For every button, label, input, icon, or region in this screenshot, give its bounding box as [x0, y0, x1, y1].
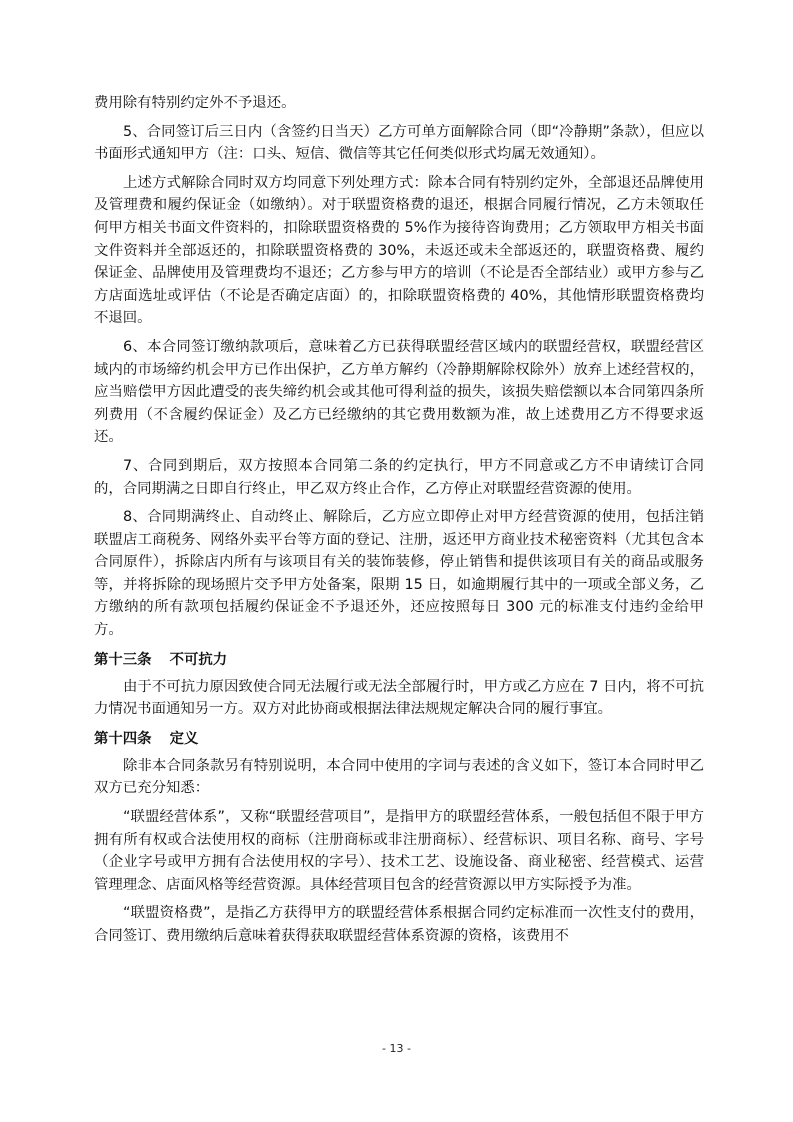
paragraph-1: 费用除有特别约定外不予退还。 [94, 95, 296, 111]
paragraph-7: 由于不可抗力原因致使合同无法履行或无法全部履行时，甲方或乙方应在 7 日内，将不可抗力情况书面通知另一方。双方对此协商或根据法律法规规定解决合同的履行事宜。 [94, 678, 704, 718]
paragraph-4: 6、本合同签订缴纳款项后，意味着乙方已获得联盟经营区域内的联盟经营权，联盟经营区域内的市场缔约机会甲方已作出保护，乙方单方解约（冷静期解除权除外）放弃上述经营权的，应当赔偿甲方因此遭受的丧失缔约机会或其他可得利益的损失，该损失赔偿额以本合同第四条所列费用（不含履约保证金）及乙方已经缴纳的其它费用数额为准，故上述费用乙方不得要求返还。 [94, 338, 704, 446]
section-number: 第十三条 [94, 651, 152, 668]
document-body [94, 92, 704, 954]
paragraph-10: “联盟资格费”，是指乙方获得甲方的联盟经营体系根据合同约定标准而一次性支付的费用，合同签订、费用缴纳后意味着获得获取联盟经营体系资源的资格，该费用不 [94, 905, 704, 944]
section-heading-13 [94, 648, 704, 672]
paragraph-9: “联盟经营体系”，又称“联盟经营项目”，是指甲方的联盟经营体系，一般包括但不限于甲方拥有所有权或合法使用权的商标（注册商标或非注册商标）、经营标识、项目名称、商号、字号（企业字号或甲方拥有合法使用权的字号）、技术工艺、设施设备、商业秘密、经营模式、运营管理理念、店面风格等经营资源。具体经营项目包含的经营资源以甲方实际授予为准。 [94, 809, 704, 893]
paragraph-8: 除非本合同条款另有特别说明，本合同中使用的字词与表述的含义如下，签订本合同时甲乙双方已充分知悉： [94, 757, 704, 797]
section-title: 不可抗力 [169, 651, 228, 668]
page-number: - 13 - [382, 1042, 411, 1055]
paragraph-2: 5、合同签订后三日内（含签约日当天）乙方可单方面解除合同（即“冷静期”条款），但应以书面形式通知甲方（注：口头、短信、微信等其它任何类似形式均属无效通知）。 [94, 123, 704, 163]
paragraph-3: 上述方式解除合同时双方均同意下列处理方式：除本合同有特别约定外，全部退还品牌使用及管理费和履约保证金（如缴纳）。对于联盟资格费的退还，根据合同履行情况，乙方未领取任何甲方相关书面文件资料的，扣除联盟资格费的 5%作为接待咨询费用；乙方领取甲方相关书面文件资料并全部返还的，扣除联盟资格费的 30%，未返还或未全部返还的，联盟资格费、履约保证金、品牌使用及管理费均不退还；乙方参与甲方的培训（不论是否全部结业）或甲方参与乙方店面选址或评估（不论是否确定店面）的，扣除联盟资格费的 40%，其他情形联盟资格费均不退回。 [94, 174, 704, 327]
section-heading-14 [94, 727, 704, 751]
paragraph-5: 7、合同到期后，双方按照本合同第二条的约定执行，甲方不同意或乙方不申请续订合同的，合同期满之日即自行终止，甲乙双方终止合作，乙方停止对联盟经营资源的使用。 [94, 457, 704, 497]
paragraph-6: 8、合同期满终止、自动终止、解除后，乙方应立即停止对甲方经营资源的使用，包括注销联盟店工商税务、网络外卖平台等方面的登记、注册，返还甲方商业技术秘密资料（尤其包含本合同原件），拆除店内所有与该项目有关的装饰装修，停止销售和提供该项目有关的商品或服务等，并将拆除的现场照片交予甲方处备案，限期 15 日，如逾期履行其中的一项或全部义务，乙方缴纳的所有款项包括履约保证金不予退还外，还应按照每日 300 元的标准支付违约金给甲方。 [94, 509, 704, 639]
section-number: 第十四条 [94, 730, 152, 747]
section-title: 定义 [169, 730, 199, 747]
